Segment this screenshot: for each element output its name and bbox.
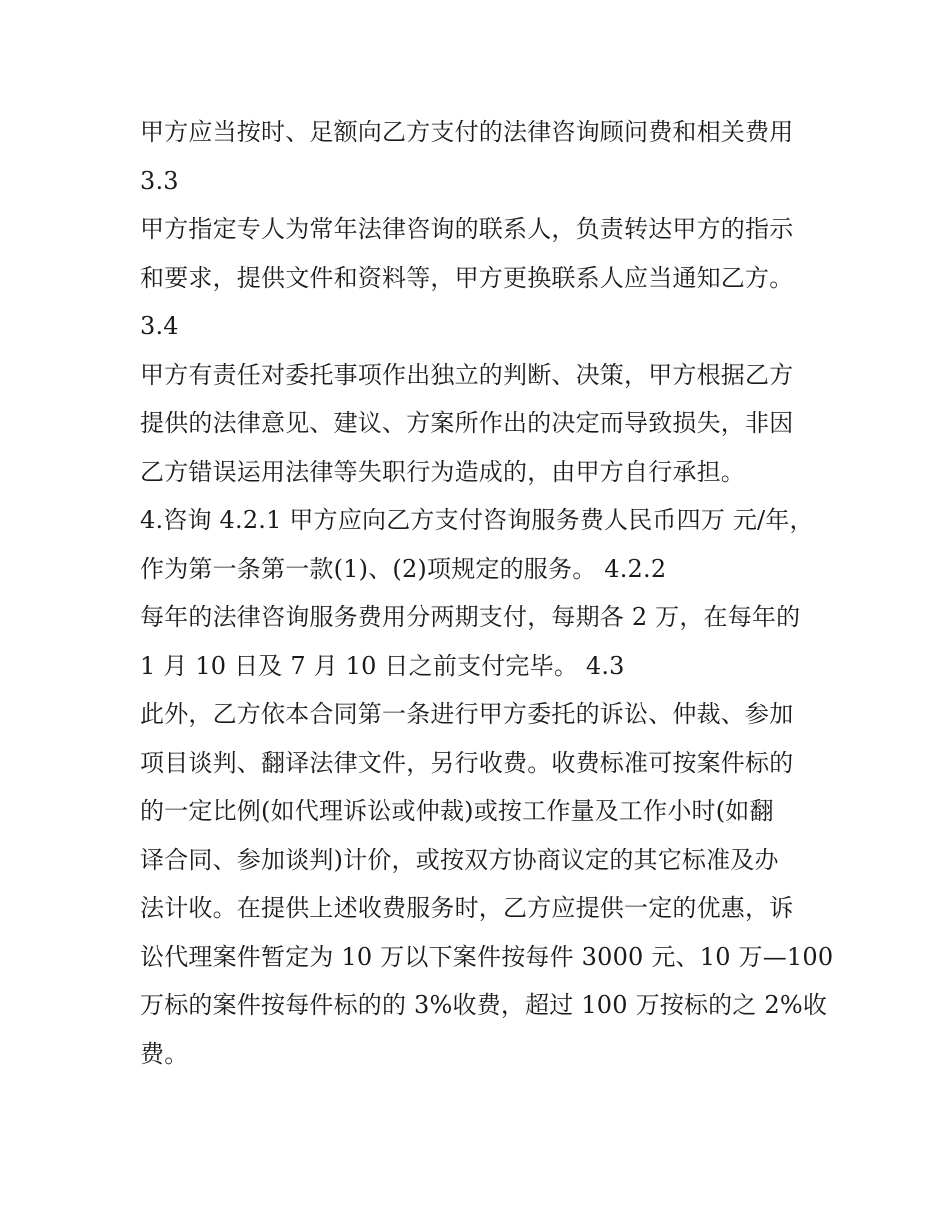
text-line: 3.3: [140, 166, 179, 195]
text-line: 4.咨询 4.2.1 甲方应向乙方支付咨询服务费人民币四万 元/年，: [140, 506, 814, 534]
text-line: 讼代理案件暂定为 10 万以下案件按每件 3000 元、10 万—100: [140, 942, 834, 971]
text-line: 甲方应当按时、足额向乙方支付的法律咨询顾问费和相关费用: [140, 118, 794, 146]
text-line: 万标的案件按每件标的的 3%收费，超过 100 万按标的之 2%收: [140, 991, 828, 1019]
text-line: 甲方指定专人为常年法律咨询的联系人，负责转达甲方的指示: [140, 215, 794, 243]
text-line: 项目谈判、翻译法律文件，另行收费。收费标准可按案件标的: [140, 748, 794, 777]
text-line: 法计收。在提供上述收费服务时，乙方应提供一定的优惠，诉: [140, 894, 794, 922]
text-line: 费。: [140, 1039, 189, 1068]
text-line: 译合同、参加谈判)计价，或按双方协商议定的其它标准及办: [140, 845, 779, 874]
text-line: 乙方错误运用法律等失职行为造成的，由甲方自行承担。: [140, 457, 745, 486]
text-line: 每年的法律咨询服务费用分两期支付，每期各 2 万，在每年的: [140, 603, 801, 631]
text-line: 作为第一条第一款(1)、(2)项规定的服务。 4.2.2: [140, 554, 667, 583]
text-line: 此外，乙方依本合同第一条进行甲方委托的诉讼、仲裁、参加: [140, 700, 794, 728]
text-line: 提供的法律意见、建议、方案所作出的决定而导致损失，非因: [140, 409, 794, 437]
text-line: 和要求，提供文件和资料等，甲方更换联系人应当通知乙方。: [140, 263, 794, 292]
document-body: [140, 108, 834, 1078]
text-line: 1 月 10 日及 7 月 10 日之前支付完毕。 4.3: [140, 651, 625, 680]
text-line: 甲方有责任对委托事项作出独立的判断、决策，甲方根据乙方: [140, 360, 794, 389]
text-line: 3.4: [140, 312, 179, 340]
text-line: 的一定比例(如代理诉讼或仲裁)或按工作量及工作小时(如翻: [140, 797, 774, 825]
